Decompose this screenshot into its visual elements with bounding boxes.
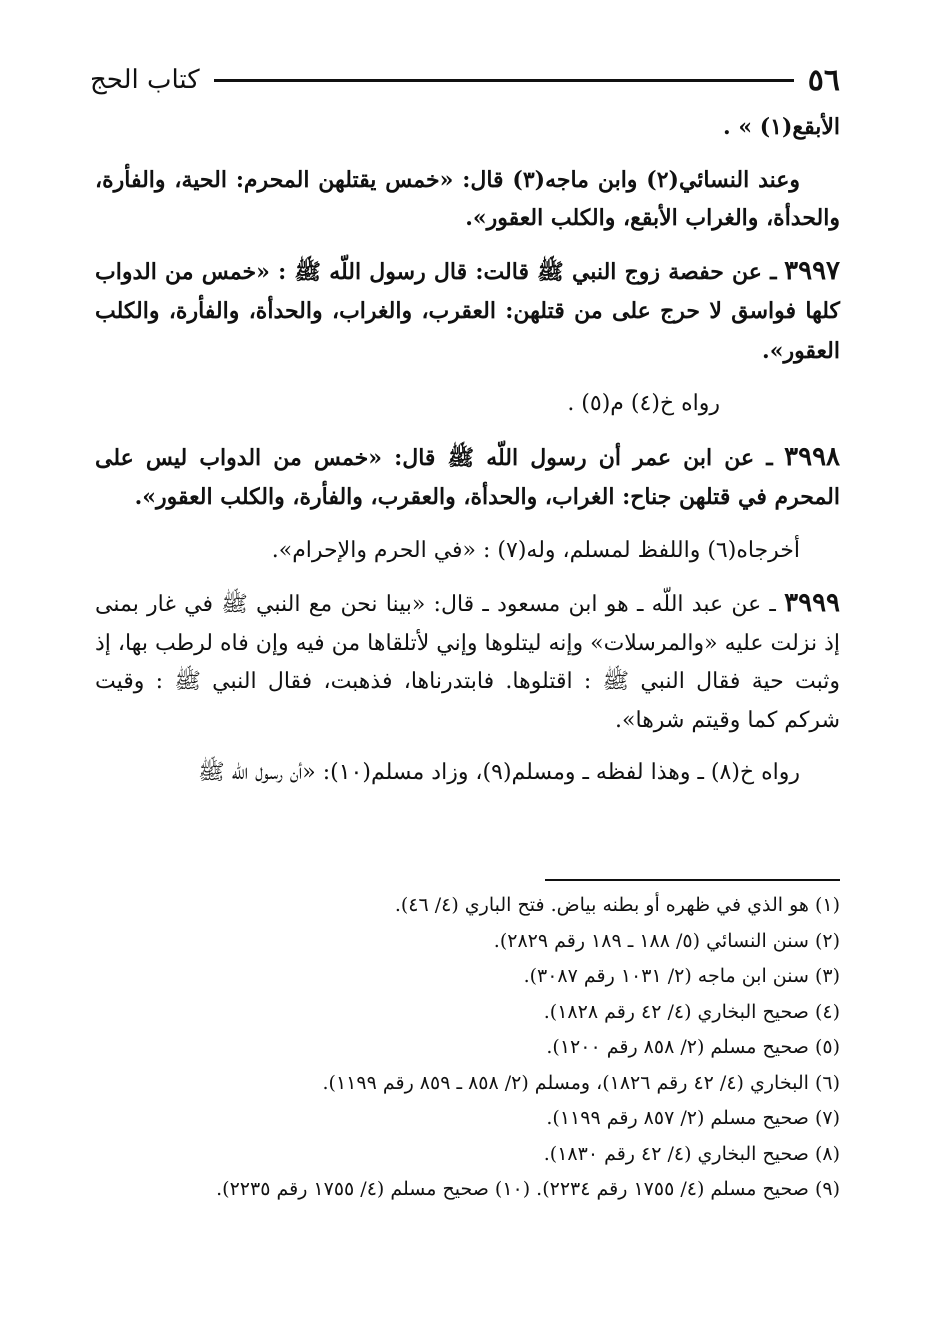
hadith-number: ٣٩٩٧ <box>784 255 840 286</box>
footnote: (٦) البخاري (٤/ ٤٢ رقم ١٨٢٦)، ومسلم (٢/ ٨٥٨ ـ ٨٥٩ رقم ١١٩٩). <box>322 1071 840 1094</box>
footnotes-list <box>120 888 840 1208</box>
footnote: (١) هو الذي في ظهره أو بطنه بياض. فتح الباري (٤/ ٤٦). <box>394 894 840 916</box>
footnote: (٧) صحيح مسلم (٢/ ٨٥٧ رقم ١١٩٩). <box>546 1107 840 1129</box>
main-text <box>95 108 840 807</box>
footnote-rule <box>545 879 840 881</box>
footnote: (٣) سنن ابن ماجه (٢/ ١٠٣١ رقم ٣٠٨٧). <box>523 965 840 987</box>
hadith-source: رواه خ(٨) ـ وهذا لفظه ـ ومسلم(٩)، وزاد مسلم(١٠): «أن رسول اللّه ﷺ <box>198 760 800 785</box>
hadith-source: أخرجاه(٦) واللفظ لمسلم، وله(٧) : «في الحرم والإحرام». <box>271 537 800 563</box>
footnote: (٩) صحيح مسلم (٤/ ١٧٥٥ رقم ٢٢٣٤). (١٠) صحيح مسلم (٤/ ١٧٥٥ رقم ٢٢٣٥). <box>216 1178 840 1200</box>
hadith-3999 <box>95 584 840 740</box>
page-number: ٥٦ <box>807 62 840 98</box>
header-rule <box>214 79 794 82</box>
hadith-text: ـ عن حفصة زوج النبي ﷺ قالت: قال رسول اللّه ﷺ : «خمس من الدواب كلها فواسق لا حرج على من قتلهن: العقرب، والغراب، والحدأة، والفأرة، والكلب العقور». <box>95 258 840 364</box>
hadith-number: ٣٩٩٨ <box>784 441 840 472</box>
footnote: (٥) صحيح مسلم (٢/ ٨٥٨ رقم ١٢٠٠). <box>546 1036 840 1058</box>
page-header <box>90 60 840 100</box>
paragraph-nasai: وعند النسائي(٢) وابن ماجه(٣) قال: «خمس يقتلهن المحرم: الحية، والفأرة، والحدأة، والغراب الأبقع، والكلب العقور». <box>95 166 840 231</box>
footnote: (٨) صحيح البخاري (٤/ ٤٢ رقم ١٨٣٠). <box>543 1142 840 1165</box>
hadith-text: ـ عن عبد اللّه ـ هو ابن مسعود ـ قال: «بينا نحن مع النبي ﷺ في غار بمنى إذ نزلت عليه «والمرسلات» وإنه ليتلوها وإني لأتلقاها من فيه وإن فاه لرطب بها، إذ وثبت حية فقال النبي ﷺ : اقتلوها. فابتدرناها، فذهبت، فقال النبي ﷺ : وقيت شركم كما وقيتم شرها». <box>95 592 840 733</box>
footnote: (٤) صحيح البخاري (٤/ ٤٢ رقم ١٨٢٨). <box>543 1000 840 1023</box>
footnote: (٢) سنن النسائي (٥/ ١٨٨ ـ ١٨٩ رقم ٢٨٢٩). <box>493 929 840 952</box>
hadith-number: ٣٩٩٩ <box>784 588 840 618</box>
paragraph-continuation: الأبقع(١) » . <box>723 114 840 140</box>
hadith-3998 <box>95 438 840 518</box>
hadith-text: ـ عن ابن عمر أن رسول اللّه ﷺ قال: «خمس من الدواب ليس على المحرم في قتلهن جناح: الغراب، والحدأة، والعقرب، والفأرة، والكلب العقور». <box>95 444 840 510</box>
hadith-source: رواه خ(٤) م(٥) . <box>567 391 720 416</box>
book-title: كتاب الحج <box>90 65 200 95</box>
hadith-3997 <box>95 252 840 372</box>
